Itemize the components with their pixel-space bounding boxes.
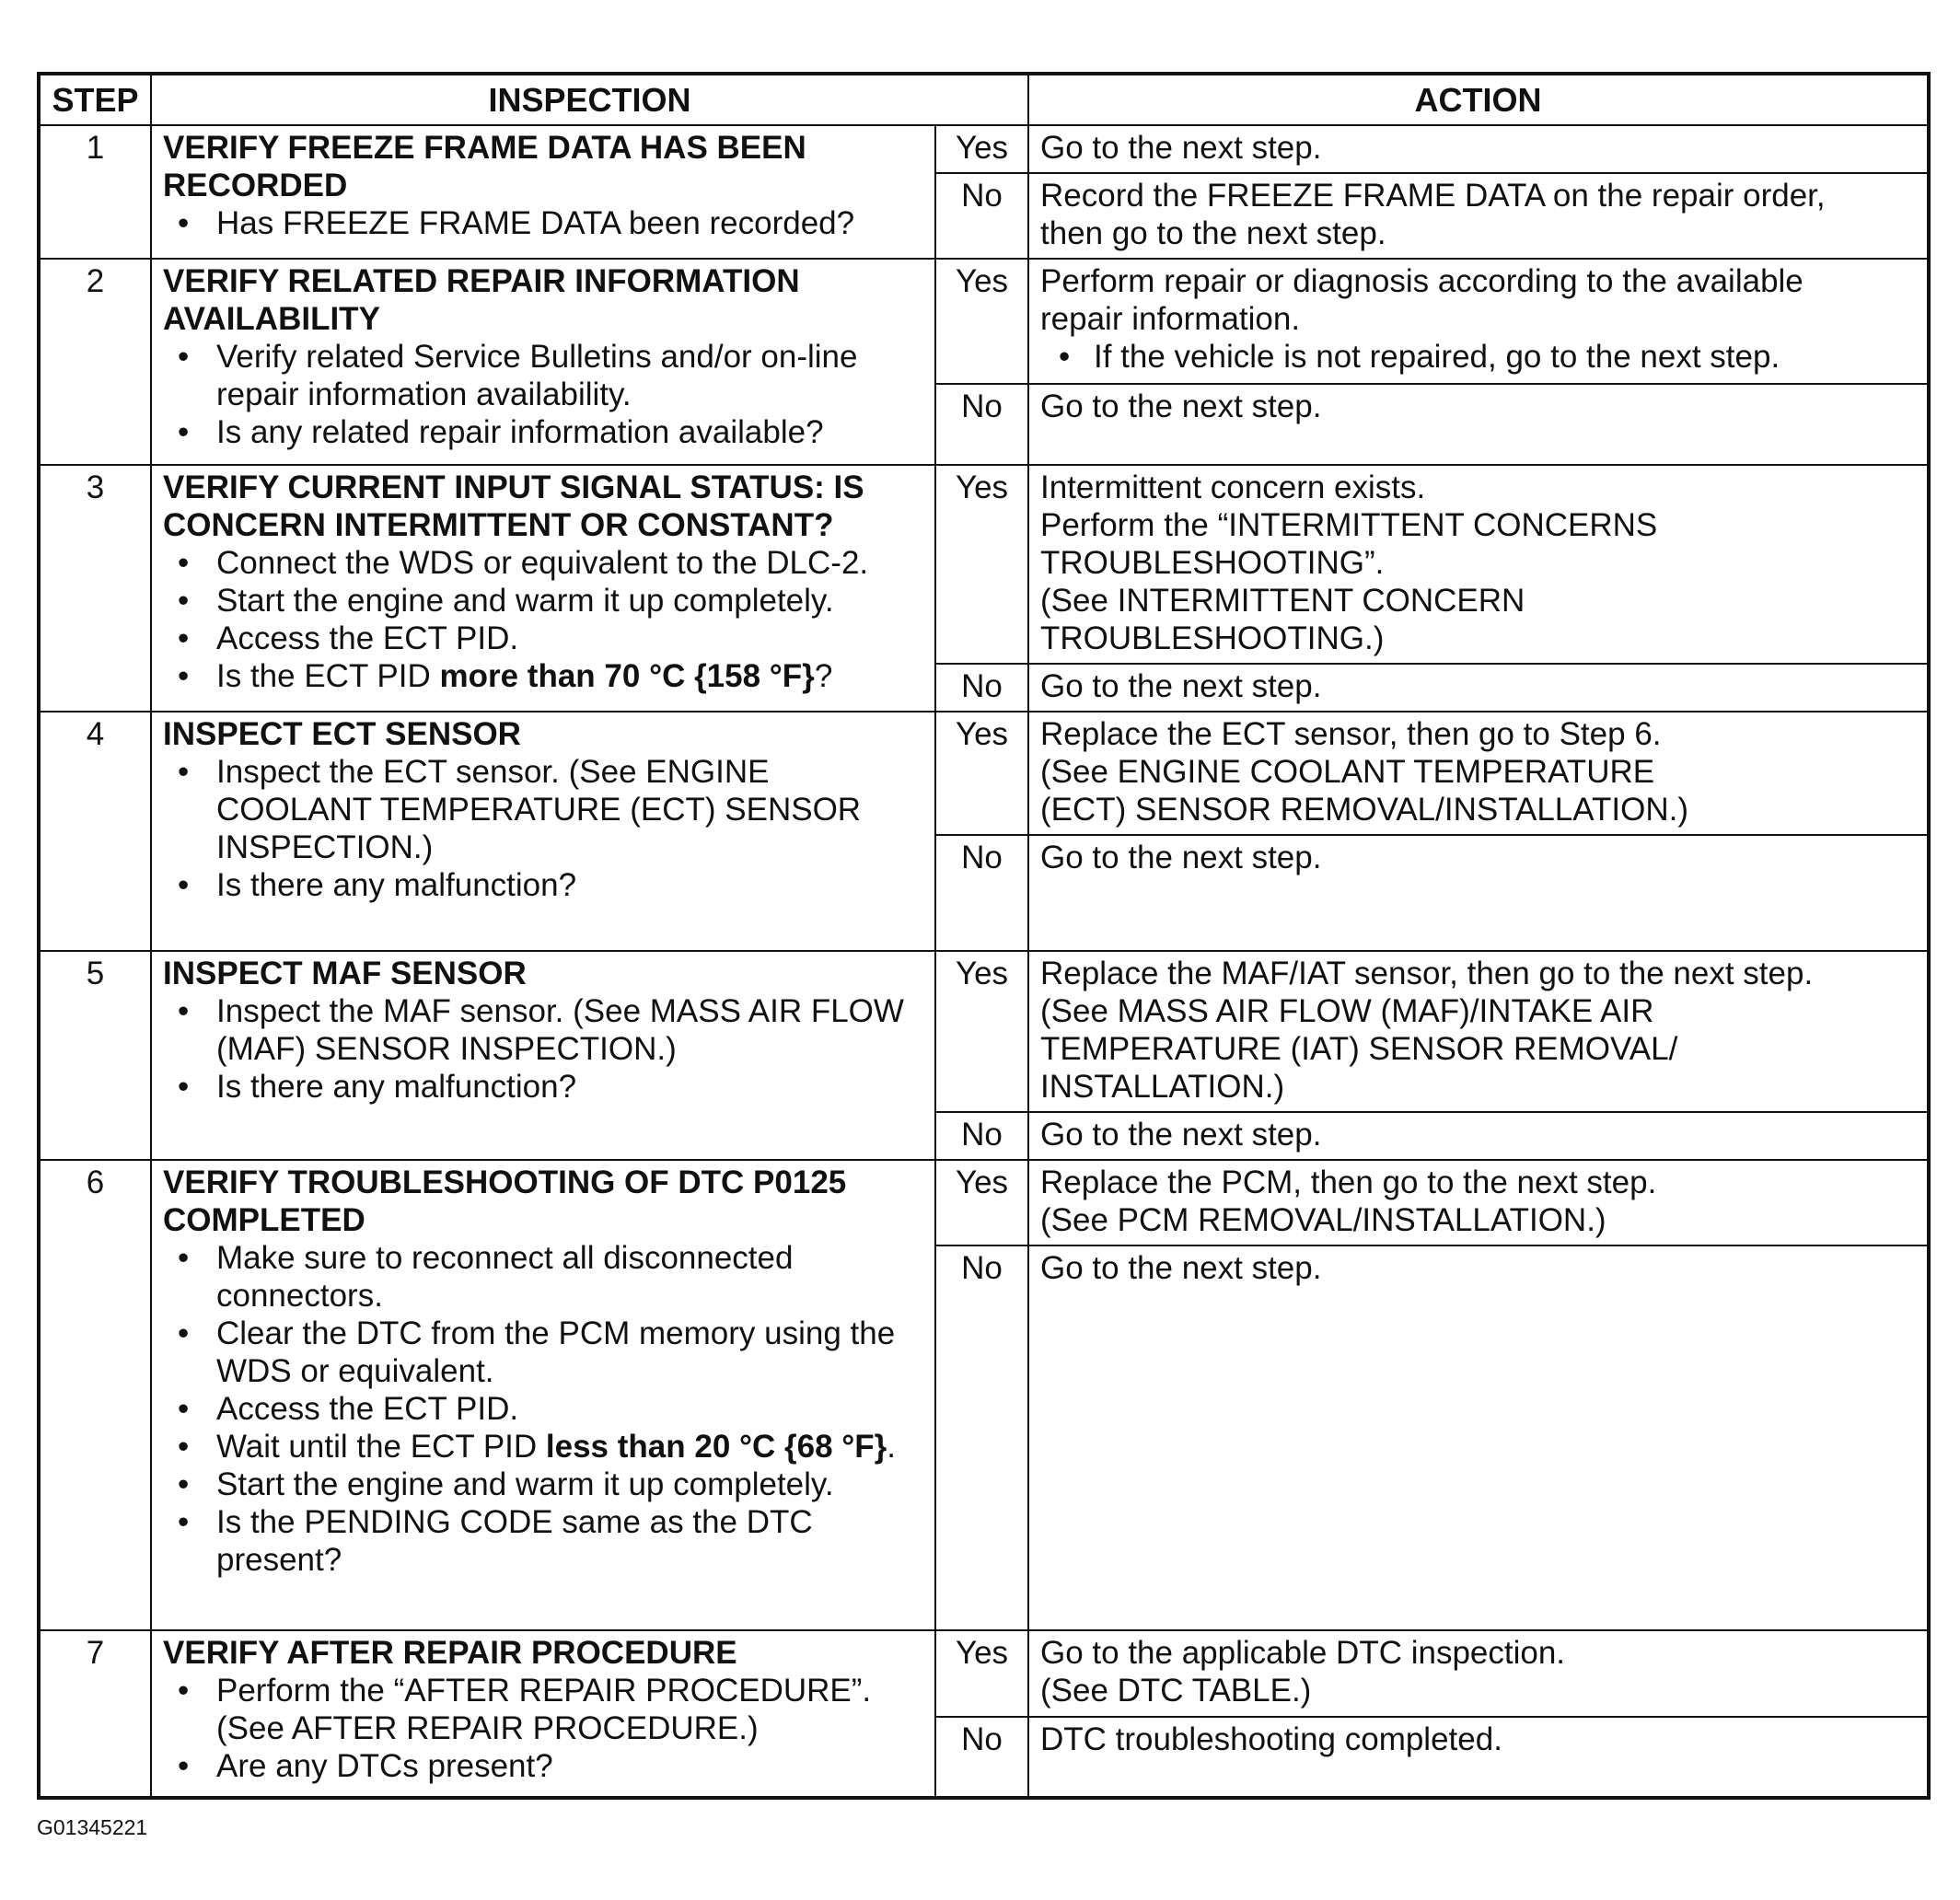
yes-label: Yes [935,712,1028,835]
yes-action: Replace the ECT sensor, then go to Step 6. (See ENGINE COOLANT TEMPERATURE (ECT) SENSOR REMOVAL/INSTALLATION.) [1028,712,1929,835]
table-row [39,1160,1929,1245]
inspection-bullets [163,1672,923,1785]
inspection-bullet: • Connect the WDS or equivalent to the DLC-2. [163,544,923,582]
step-number: 4 [39,712,151,951]
yes-action: Intermittent concern exists. Perform the “INTERMITTENT CONCERNS TROUBLESHOOTING”. (See INTERMITTENT CONCERN TROUBLESHOOTING.) [1028,465,1929,664]
inspection-cell [151,465,935,712]
yes-label: Yes [935,1160,1028,1245]
inspection-bullet: • Inspect the ECT sensor. (See ENGINE COOLANT TEMPERATURE (ECT) SENSOR INSPECTION.) [163,753,923,866]
inspection-bullet: • Access the ECT PID. [163,620,923,657]
yes-label: Yes [935,465,1028,664]
inspection-bullet: • Wait until the ECT PID less than 20 °C {68 °F}. [163,1428,923,1466]
no-label: No [935,173,1028,259]
figure-code: G01345221 [37,1815,148,1839]
inspection-bullets [163,204,923,242]
yes-label: Yes [935,951,1028,1112]
inspection-cell [151,1160,935,1630]
no-label: No [935,835,1028,951]
inspection-bullets [163,1239,923,1579]
no-label: No [935,1112,1028,1160]
yes-label: Yes [935,125,1028,173]
action-column-header: ACTION [1028,74,1929,125]
inspection-bullet: • Start the engine and warm it up completely. [163,1466,923,1503]
inspection-title: INSPECT MAF SENSOR [163,956,527,991]
no-label: No [935,664,1028,712]
inspection-title: VERIFY CURRENT INPUT SIGNAL STATUS: IS CONCERN INTERMITTENT OR CONSTANT? [163,469,864,543]
step-number: 3 [39,465,151,712]
inspection-bullet: • Make sure to reconnect all disconnected connectors. [163,1239,923,1315]
no-action: Go to the next step. [1028,664,1929,712]
table-header-row [39,74,1929,125]
inspection-cell [151,1630,935,1798]
step-number: 6 [39,1160,151,1630]
table-row [39,1630,1929,1717]
step-number: 7 [39,1630,151,1798]
inspection-bullet: • Verify related Service Bulletins and/or on-line repair information availability. [163,338,923,413]
inspection-bullet: • Start the engine and warm it up completely. [163,582,923,620]
inspection-cell [151,125,935,259]
inspection-bullet: • Clear the DTC from the PCM memory using the WDS or equivalent. [163,1315,923,1390]
table-row [39,951,1929,1112]
no-label: No [935,384,1028,465]
table-row [39,259,1929,384]
inspection-bullets [163,544,923,695]
no-action: Go to the next step. [1028,1112,1929,1160]
yes-action: Go to the applicable DTC inspection. (See DTC TABLE.) [1028,1630,1929,1717]
inspection-bullets [163,992,923,1106]
step-number: 5 [39,951,151,1160]
inspection-bullets [163,338,923,451]
yes-label: Yes [935,1630,1028,1717]
step-number: 2 [39,259,151,465]
diagnostic-procedure-table [37,72,1931,1800]
inspection-bullet: • Is there any malfunction? [163,1068,923,1106]
no-action: Record the FREEZE FRAME DATA on the repair order, then go to the next step. [1028,173,1929,259]
no-action: Go to the next step. [1028,384,1929,465]
inspection-title: VERIFY TROUBLESHOOTING OF DTC P0125 COMPLETED [163,1164,847,1238]
table-row [39,465,1929,664]
step-number: 1 [39,125,151,259]
inspection-bullet: • Perform the “AFTER REPAIR PROCEDURE”. (See AFTER REPAIR PROCEDURE.) [163,1672,923,1747]
no-label: No [935,1245,1028,1630]
inspection-column-header: INSPECTION [151,74,1028,125]
yes-label: Yes [935,259,1028,384]
table-row [39,712,1929,835]
inspection-cell [151,951,935,1160]
inspection-cell [151,259,935,465]
step-column-header: STEP [39,74,151,125]
inspection-title: INSPECT ECT SENSOR [163,716,521,752]
inspection-bullets [163,753,923,904]
inspection-bullet: • Is the PENDING CODE same as the DTC present? [163,1503,923,1579]
inspection-bullet: • Is any related repair information available? [163,413,923,451]
no-label: No [935,1717,1028,1798]
yes-action: Go to the next step. [1028,125,1929,173]
inspection-title: VERIFY RELATED REPAIR INFORMATION AVAILABILITY [163,263,800,337]
inspection-bullet: • Inspect the MAF sensor. (See MASS AIR FLOW (MAF) SENSOR INSPECTION.) [163,992,923,1068]
no-action: DTC troubleshooting completed. [1028,1717,1929,1798]
inspection-title: VERIFY AFTER REPAIR PROCEDURE [163,1635,737,1671]
inspection-bullet: • Has FREEZE FRAME DATA been recorded? [163,204,923,242]
yes-action: Replace the MAF/IAT sensor, then go to the next step. (See MASS AIR FLOW (MAF)/INTAKE AIR TEMPERATURE (IAT) SENSOR REMOVAL/ INSTALLATION.) [1028,951,1929,1112]
inspection-title: VERIFY FREEZE FRAME DATA HAS BEEN RECORDED [163,130,806,203]
inspection-bullet: • Access the ECT PID. [163,1390,923,1428]
no-action: Go to the next step. [1028,835,1929,951]
no-action: Go to the next step. [1028,1245,1929,1630]
inspection-bullet: • Is the ECT PID more than 70 °C {158 °F}? [163,657,923,695]
inspection-bullet: • Are any DTCs present? [163,1747,923,1785]
inspection-bullet: • Is there any malfunction? [163,866,923,904]
action-bullet: • If the vehicle is not repaired, go to the next step. [1040,338,1916,376]
yes-action: Perform repair or diagnosis according to the available repair information. • If the vehicle is not repaired, go to the next step. [1028,259,1929,384]
table-row [39,125,1929,173]
yes-action: Replace the PCM, then go to the next step. (See PCM REMOVAL/INSTALLATION.) [1028,1160,1929,1245]
inspection-cell [151,712,935,951]
